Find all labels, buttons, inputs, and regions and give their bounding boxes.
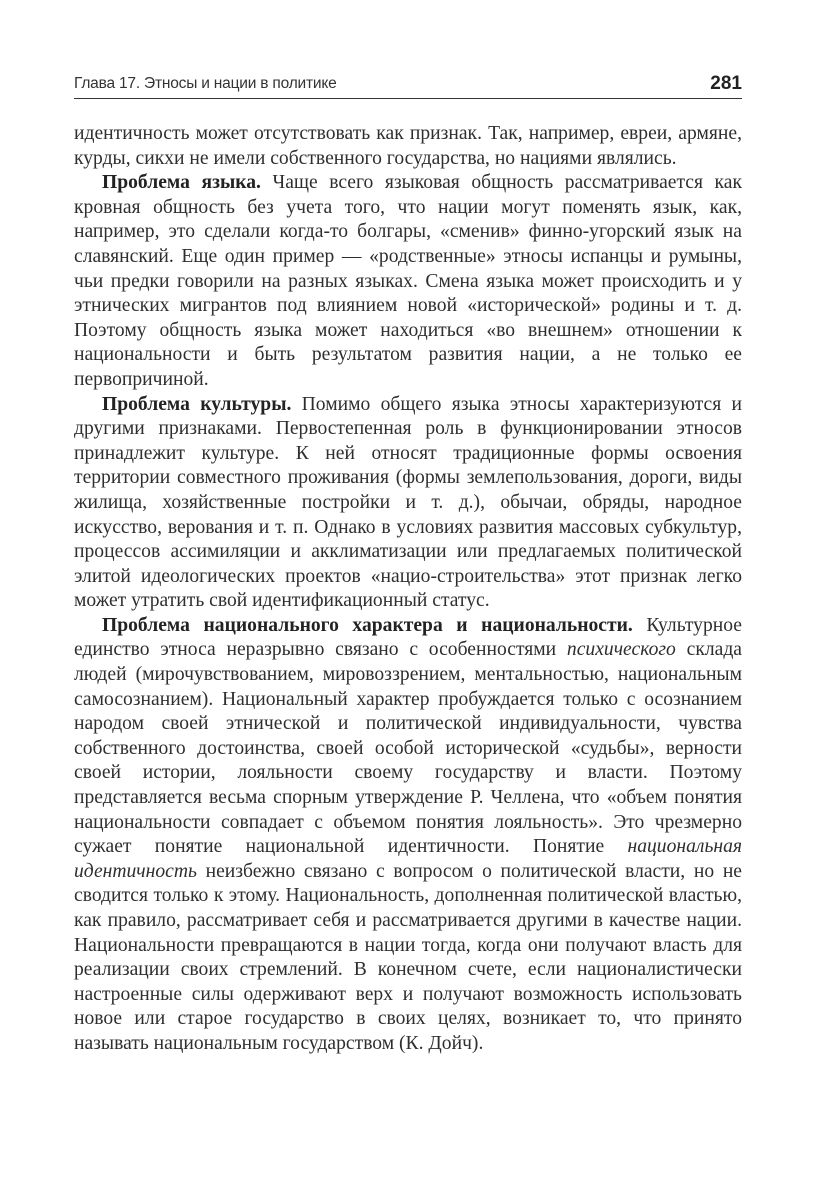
paragraph-text: Культурное единство этноса неразрывно связано с особенностями (74, 614, 742, 661)
paragraph-language-problem (74, 171, 742, 392)
paragraph-text: идентичность может отсутствовать как признак. Так, например, евреи, армяне, курды, сикхи не имели собственного государства, но нациями являлись. (74, 123, 742, 169)
emphasis-text: психического (566, 639, 676, 661)
chapter-title: Глава 17. Этносы и нации в политике (74, 75, 337, 92)
paragraph-heading: Проблема национального характера и национальности. (102, 614, 633, 636)
paragraph-text: склада людей (мирочувствованием, мировоззрением, ментальностью, национальным самосознанием). Национальный характер пробуждается только с осознанием народом своей этнической и политической индивидуальности, чувства собственного достоинства, своей особой исторической «судьбы», верности своей истории, лояльности своему государству и власти. Поэтому представляется весьма спорным утверждение Р. Челлена, что «объем понятия национальности совпадает с объемом понятия лояльность». Это чрезмерно сужает понятие национальной идентичности. Понятие (74, 639, 742, 858)
paragraph-heading: Проблема культуры. (102, 393, 292, 415)
paragraph-continuation (74, 122, 742, 171)
paragraph-text: Помимо общего языка этносы характеризуются и другими признаками. Первостепенная роль в функционировании этносов принадлежит культуре. К ней относят традиционные формы освоения территории совместного проживания (формы землепользования, дороги, виды жилища, хозяйственные постройки и т. д.), обычаи, обряды, народное искусство, верования и т. п. Однако в условиях развития массовых субкультур, процессов ассимиляции и акклиматизации или предлагаемых политической элитой идеологических проектов «нацио-строительства» этот признак легко может утратить свой идентификационный статус. (74, 393, 742, 612)
emphasis-text: национальная идентичность (74, 836, 742, 882)
page-number: 281 (710, 73, 742, 94)
paragraph-culture-problem (74, 393, 742, 614)
paragraph-heading: Проблема языка. (102, 172, 261, 194)
paragraph-text: Чаще всего языковая общность рассматривается как кровная общность без учета того, что нации могут поменять язык, как, например, это сделали когда-то болгары, «сменив» финно-угорский язык на славянский. Еще один пример — «родственные» этносы испанцы и румыны, чьи предки говорили на разных языках. Смена языка может происходить и у этнических мигрантов под влиянием новой «исторической» родины и т. д. Поэтому общность языка может находиться «во внешнем» отношении к национальности и быть результатом развития нации, а не только ее первопричиной. (74, 172, 742, 390)
paragraph-text: неизбежно связано с вопросом о политической власти, но не сводится только к этому. Национальность, дополненная политической властью, как правило, рассматривает себя и рассматривается другими в качестве нации. Национальности превращаются в нации тогда, когда они получают власть для реализации своих стремлений. В конечном счете, если националистически настроенные силы одерживают верх и получают возможность использовать новое или старое государство в своих целях, возникает то, что принято называть национальным государством (К. Дойч). (74, 860, 742, 1054)
running-head (74, 72, 742, 99)
paragraph-national-character-problem (74, 614, 742, 1057)
page-body (74, 122, 742, 1057)
